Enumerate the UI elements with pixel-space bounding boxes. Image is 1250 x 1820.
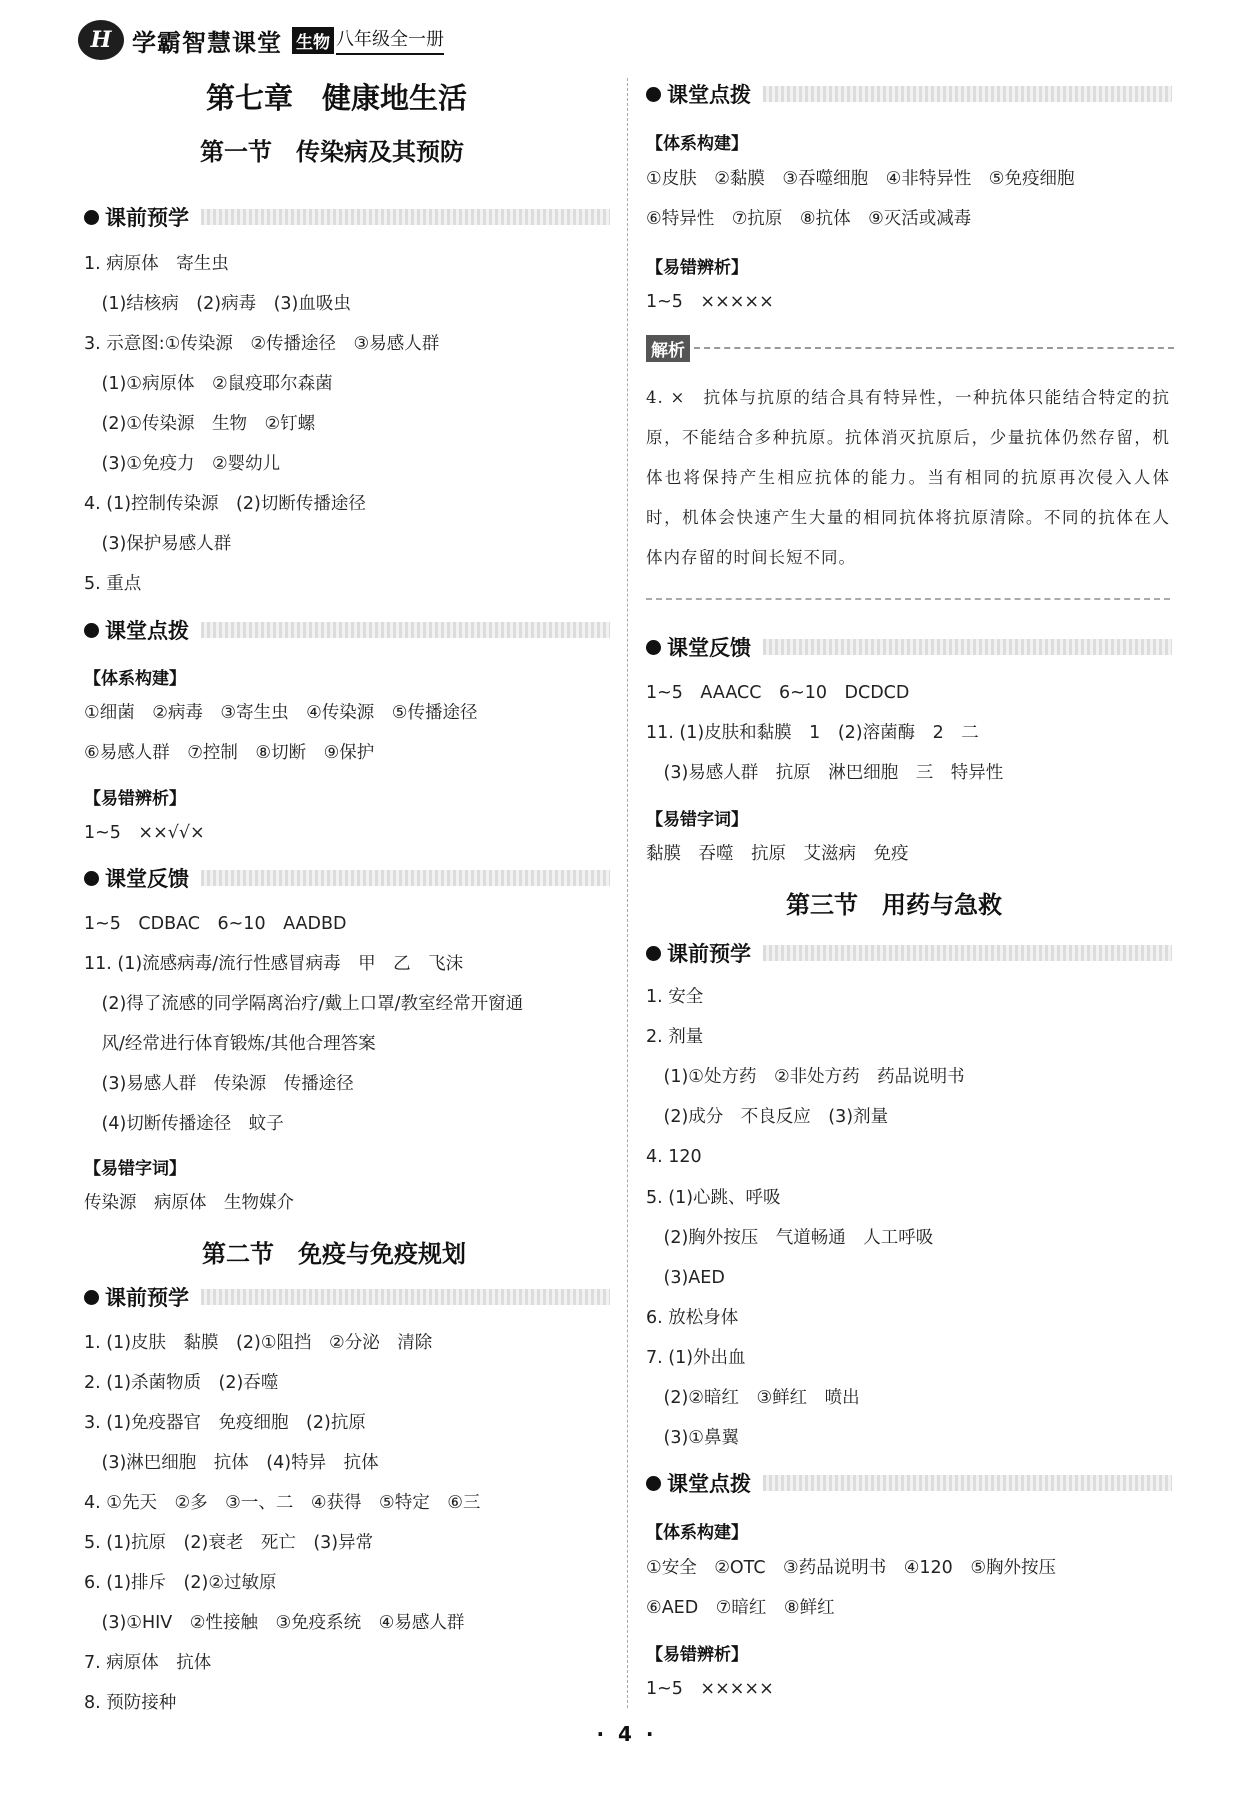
section-2-title: 第二节 免疫与免疫规划 (202, 1239, 466, 1268)
section-2-prestudy-heading (84, 1282, 610, 1312)
yicuo-label: 【易错辨析】 (646, 258, 748, 278)
answer-line: 2. 剂量 (646, 1027, 704, 1047)
section-2-dianbo-heading (646, 79, 1172, 109)
answer-line: 黏膜 吞噬 抗原 艾滋病 免疫 (646, 844, 909, 864)
answer-line: 4. ①先天 ②多 ③一、二 ④获得 ⑤特定 ⑥三 (84, 1493, 481, 1513)
heading-bar (201, 622, 610, 638)
tixi-label: 【体系构建】 (646, 134, 748, 154)
answer-line: ⑥AED ⑦暗红 ⑧鲜红 (646, 1598, 835, 1618)
answer-line: 1~5 CDBAC 6~10 AADBD (84, 914, 347, 934)
answer-line: (1)结核病 (2)病毒 (3)血吸虫 (84, 294, 351, 314)
answer-line: (2)②暗红 ③鲜红 喷出 (646, 1388, 860, 1408)
answer-line: 4. 120 (646, 1147, 702, 1167)
answer-line: (4)切断传播途径 蚊子 (84, 1114, 284, 1134)
answer-line: 1~5 ××××× (646, 1679, 774, 1699)
bullet-icon (84, 1290, 99, 1305)
bullet-icon (84, 623, 99, 638)
answer-line: 传染源 病原体 生物媒介 (84, 1193, 294, 1213)
section-1-fankui-heading (84, 863, 610, 893)
brand-logo-icon: H (78, 20, 124, 60)
answer-line: (3)易感人群 抗原 淋巴细胞 三 特异性 (646, 763, 1004, 783)
answer-line: 5. (1)抗原 (2)衰老 死亡 (3)异常 (84, 1533, 374, 1553)
section-3-prestudy-heading (646, 938, 1172, 968)
section-1-dianbo-heading (84, 615, 610, 645)
answer-line: 1~5 ××√√× (84, 823, 205, 843)
module-title: 课堂点拨 (105, 619, 189, 643)
yicuo-label: 【易错辨析】 (84, 789, 186, 809)
answer-line: 5. (1)心跳、呼吸 (646, 1188, 781, 1208)
zici-label: 【易错字词】 (646, 810, 748, 830)
heading-bar (763, 1475, 1172, 1491)
section-3-title: 第三节 用药与急救 (786, 890, 1002, 919)
answer-line: 8. 预防接种 (84, 1693, 177, 1713)
answer-line: 6. (1)排斥 (2)②过敏原 (84, 1573, 277, 1593)
page-number: · 4 · (596, 1722, 654, 1746)
bullet-icon (84, 210, 99, 225)
section-1-title: 第一节 传染病及其预防 (200, 137, 464, 166)
yicuo-label: 【易错辨析】 (646, 1645, 748, 1665)
module-title: 课堂点拨 (667, 83, 751, 107)
chapter-title: 第七章 健康地生活 (206, 81, 468, 115)
module-title: 课堂反馈 (667, 636, 751, 660)
answer-line: 5. 重点 (84, 574, 142, 594)
jiexi-heading (646, 334, 1174, 362)
answer-line: 1~5 ××××× (646, 292, 774, 312)
answer-line: 1~5 AAACC 6~10 DCDCD (646, 683, 910, 703)
answer-line: 11. (1)流感病毒/流行性感冒病毒 甲 乙 飞沫 (84, 954, 464, 974)
answer-line: 1. 安全 (646, 987, 704, 1007)
answer-line: 4. (1)控制传染源 (2)切断传播途径 (84, 494, 366, 514)
brand-name: 学霸智慧课堂 (132, 28, 282, 57)
section-3-dianbo-heading (646, 1468, 1172, 1498)
jiexi-end-divider (646, 598, 1170, 600)
answer-line: 7. (1)外出血 (646, 1348, 746, 1368)
answer-line: (2)成分 不良反应 (3)剂量 (646, 1107, 889, 1127)
heading-bar (763, 86, 1172, 102)
answer-line: (2)胸外按压 气道畅通 人工呼吸 (646, 1228, 934, 1248)
answer-line: ⑥特异性 ⑦抗原 ⑧抗体 ⑨灭活或减毒 (646, 209, 972, 229)
module-title: 课前预学 (105, 1286, 189, 1310)
answer-line: (3)保护易感人群 (84, 534, 232, 554)
answer-line: (3)易感人群 传染源 传播途径 (84, 1074, 354, 1094)
page-header (78, 18, 444, 62)
answer-line: ①细菌 ②病毒 ③寄生虫 ④传染源 ⑤传播途径 (84, 703, 478, 723)
answer-line: (3)①免疫力 ②婴幼儿 (84, 454, 281, 474)
answer-line: 2. (1)杀菌物质 (2)吞噬 (84, 1373, 279, 1393)
heading-bar (763, 945, 1172, 961)
answer-line: 3. (1)免疫器官 免疫细胞 (2)抗原 (84, 1413, 366, 1433)
module-title: 课堂点拨 (667, 1472, 751, 1496)
answer-line: ⑥易感人群 ⑦控制 ⑧切断 ⑨保护 (84, 743, 375, 763)
section-1-prestudy-heading (84, 202, 610, 232)
heading-bar (201, 870, 610, 886)
answer-line: (3)AED (646, 1268, 725, 1288)
jiexi-label: 解析 (646, 335, 690, 362)
answer-line: 1. 病原体 寄生虫 (84, 254, 229, 274)
section-2-fankui-heading (646, 632, 1172, 662)
module-title: 课堂反馈 (105, 867, 189, 891)
answer-line: (3)淋巴细胞 抗体 (4)特异 抗体 (84, 1453, 379, 1473)
answer-line: 1. (1)皮肤 黏膜 (2)①阻挡 ②分泌 清除 (84, 1333, 433, 1353)
jiexi-paragraph: 4. × 抗体与抗原的结合具有特异性，一种抗体只能结合特定的抗原，不能结合多种抗原。抗体消灭抗原后，少量抗体仍然存留，机体也将保持产生相应抗体的能力。当有相同的抗原再次侵入人体时，机体会快速产生大量的相同抗体将抗原清除。不同的抗体在人体内存留的时间长短不同。 (646, 388, 1170, 567)
bullet-icon (646, 946, 661, 961)
module-title: 课前预学 (667, 942, 751, 966)
bullet-icon (646, 87, 661, 102)
bullet-icon (84, 871, 99, 886)
bullet-icon (646, 640, 661, 655)
answer-line: (2)得了流感的同学隔离治疗/戴上口罩/教室经常开窗通 (84, 994, 524, 1014)
answer-line: (3)①鼻翼 (646, 1428, 739, 1448)
heading-bar (201, 1289, 610, 1305)
jiexi-divider (694, 347, 1174, 349)
answer-line: ①皮肤 ②黏膜 ③吞噬细胞 ④非特异性 ⑤免疫细胞 (646, 169, 1075, 189)
answer-line: 风/经常进行体育锻炼/其他合理答案 (84, 1034, 376, 1054)
module-title: 课前预学 (105, 206, 189, 230)
heading-bar (763, 639, 1172, 655)
subject-badge: 生物 (292, 27, 334, 54)
answer-line: (1)①病原体 ②鼠疫耶尔森菌 (84, 374, 333, 394)
answer-line: ①安全 ②OTC ③药品说明书 ④120 ⑤胸外按压 (646, 1558, 1057, 1578)
answer-line: 7. 病原体 抗体 (84, 1653, 212, 1673)
zici-label: 【易错字词】 (84, 1159, 186, 1179)
answer-line: (2)①传染源 生物 ②钉螺 (84, 414, 316, 434)
grade-label: 八年级全一册 (336, 25, 444, 55)
tixi-label: 【体系构建】 (646, 1523, 748, 1543)
tixi-label: 【体系构建】 (84, 669, 186, 689)
answer-line: (1)①处方药 ②非处方药 药品说明书 (646, 1067, 965, 1087)
column-divider (627, 78, 628, 1708)
answer-line: 11. (1)皮肤和黏膜 1 (2)溶菌酶 2 二 (646, 723, 979, 743)
answer-line: 3. 示意图:①传染源 ②传播途径 ③易感人群 (84, 334, 440, 354)
heading-bar (201, 209, 610, 225)
answer-line: (3)①HIV ②性接触 ③免疫系统 ④易感人群 (84, 1613, 465, 1633)
answer-line: 6. 放松身体 (646, 1308, 739, 1328)
bullet-icon (646, 1476, 661, 1491)
